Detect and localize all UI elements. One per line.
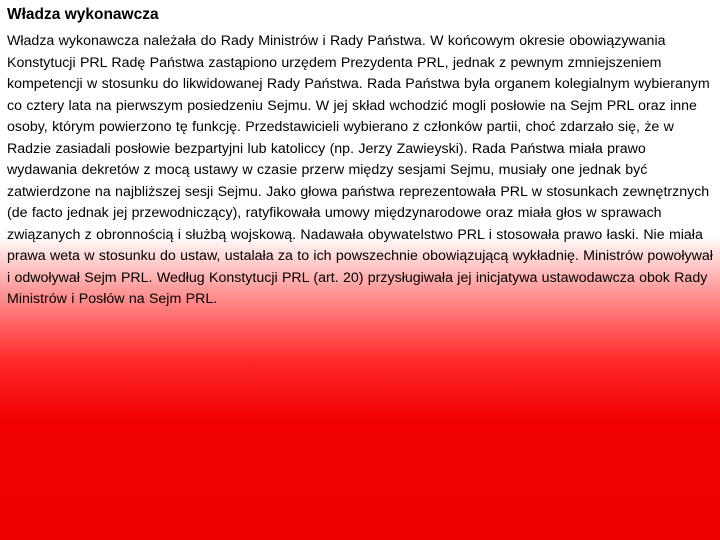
- slide-title: Władza wykonawcza: [7, 6, 159, 23]
- slide-body-text: Władza wykonawcza należała do Rady Ministrów i Rady Państwa. W końcowym okresie obowiązywania Konstytucji PRL Radę Państwa zastąpiono urzędem Prezydenta PRL, jednak z pewnym zmniejszeniem kompetencji w stosunku do likwidowanej Rady Państwa. Rada Państwa była organem kolegialnym wybieranym co cztery lata na pierwszym posiedzeniu Sejmu. W jej skład wchodzić mogli posłowie na Sejm PRL oraz inne osoby, którym powierzono tę funkcję. Przedstawicieli wybierano z członków partii, choć zdarzało się, że w Radzie zasiadali posłowie bezpartyjni lub katoliccy (np. Jerzy Zawieyski). Rada Państwa miała prawo wydawania dekretów z mocą ustawy w czasie przerw między sesjami Sejmu, musiały one jednak być zatwierdzone na najbliższej sesji Sejmu. Jako głowa państwa reprezentowała PRL w stosunkach zewnętrznych (de facto jednak jej przewodniczący), ratyfikowała umowy międzynarodowe oraz miała głos w sprawach związanych z obronnością i służbą wojskową. Nadawała obywatelstwo PRL i stosowała prawo łaski. Nie miała prawa weta w stosunku do ustaw, ustalała za to ich powszechnie obowiązującą wykładnię. Ministrów powoływał i odwoływał Sejm PRL. Według Konstytucji PRL (art. 20) przysługiwała jej inicjatywa ustawodawcza obok Rady Ministrów i Posłów na Sejm PRL.: [7, 33, 713, 307]
